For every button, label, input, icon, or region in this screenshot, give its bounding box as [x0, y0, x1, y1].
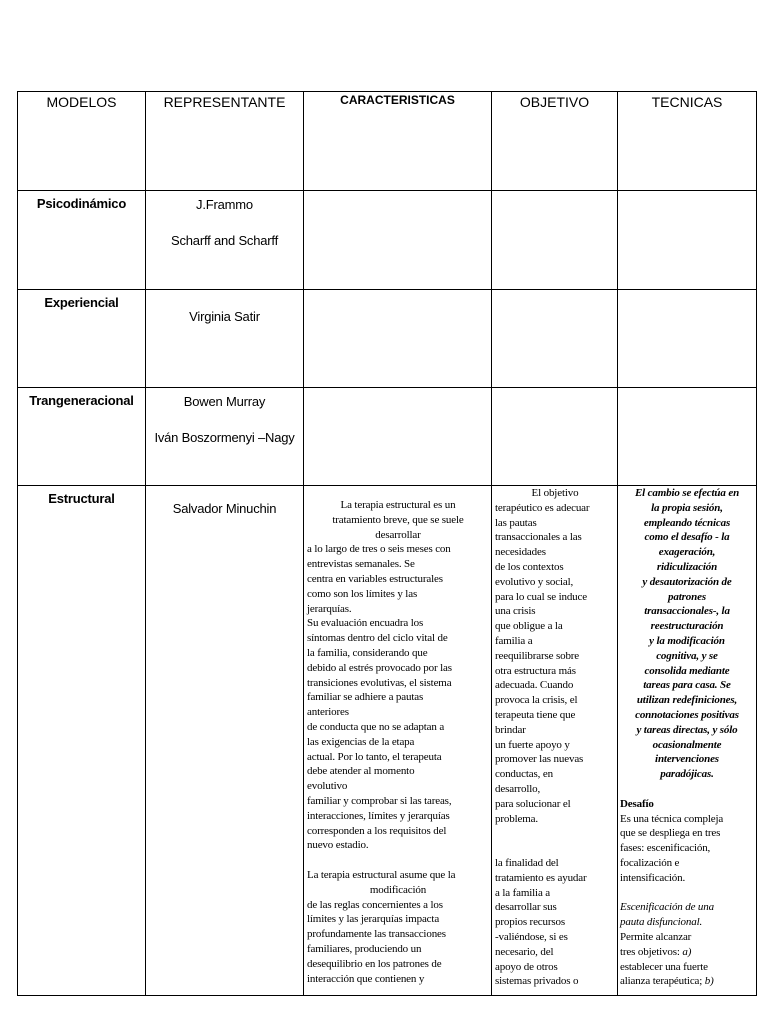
text-line: como el desafío - la — [644, 531, 730, 544]
text-line: transaccionales-, la — [644, 605, 730, 618]
text-line: La terapia estructural asume que la — [307, 868, 456, 881]
text-line: desarrollo, — [495, 782, 541, 795]
text-line: exageración, — [658, 546, 716, 559]
techniques-cell — [618, 191, 757, 290]
text-line: las pautas — [495, 516, 537, 529]
models-table — [17, 91, 757, 996]
text-line: otra estructura más — [495, 664, 576, 677]
text-line: para solucionar el — [495, 797, 571, 810]
techniques-cell — [618, 290, 757, 388]
text-line: Permite alcanzar — [620, 930, 692, 943]
text-line: la familia, considerando que — [307, 646, 428, 659]
table-row — [18, 388, 757, 486]
model-cell — [18, 388, 146, 486]
model-cell — [18, 486, 146, 996]
table-row — [18, 486, 757, 996]
representative-name: Scharff and Scharff — [170, 233, 278, 248]
text-line: paradójicas. — [660, 768, 714, 781]
header-label: OBJETIVO — [519, 94, 590, 110]
text-line: familiar se adhiere a pautas — [307, 691, 424, 704]
text-line: para lo cual se induce — [495, 590, 587, 603]
objective-cell — [492, 486, 618, 996]
establish-line: establecer una fuerte — [620, 960, 708, 973]
text-line: El cambio se efectúa en — [634, 487, 740, 499]
characteristics-cell — [304, 290, 492, 388]
header-modelos — [18, 92, 146, 191]
text-line: utilizan redefiniciones, — [636, 694, 738, 707]
text-line: y tareas directas, y sólo — [636, 723, 738, 736]
text-line: familiares, produciendo un — [307, 942, 422, 955]
text-line: y la modificación — [649, 634, 725, 647]
representative-name: Salvador Minuchin — [172, 501, 277, 516]
text-line: como son los límites y las — [307, 587, 418, 600]
text-line: ocasionalmente — [652, 738, 722, 751]
text-line: centra en variables estructurales — [307, 572, 443, 585]
text-line: transaccionales a las — [495, 531, 582, 544]
text-line: anteriores — [307, 706, 349, 719]
text-line: Es una técnica compleja — [620, 812, 724, 825]
techniques-summary — [620, 486, 754, 782]
header-label: TECNICAS — [651, 94, 723, 110]
text-line: que obligue a la — [495, 620, 563, 633]
text-line: focalización e — [620, 856, 680, 869]
model-name: Experiencial — [44, 295, 119, 310]
text-line: reequilibrarse sobre — [495, 649, 580, 662]
text-line: desarrollar — [375, 528, 421, 541]
text-line — [495, 826, 615, 841]
text-line: a lo largo de tres o seis meses con — [307, 543, 451, 556]
text-line: tareas para casa. Se — [643, 679, 731, 692]
model-name: Psicodinámico — [36, 196, 127, 211]
text-line: síntomas dentro del ciclo vital de — [307, 632, 448, 645]
objectives-text: tres objetivos: — [620, 945, 683, 958]
text-line: El objetivo — [531, 487, 579, 499]
text-line: connotaciones positivas — [635, 708, 739, 721]
model-cell — [18, 290, 146, 388]
model-name: Estructural — [48, 491, 115, 506]
text-line: brindar — [495, 723, 526, 736]
text-line: la propia sesión, — [651, 501, 723, 514]
representative-name: Virginia Satir — [189, 309, 260, 324]
text-line: a la familia a — [495, 886, 551, 899]
representative-name: Iván Boszormenyi –Nagy — [154, 430, 295, 445]
text-line: conductas, en — [495, 768, 553, 781]
text-line: modificación — [369, 883, 427, 896]
text-line: evolutivo — [307, 780, 348, 793]
characteristics-cell — [304, 388, 492, 486]
header-objetivo — [492, 92, 618, 191]
text-line: transiciones evolutivas, el sistema — [307, 676, 452, 689]
characteristics-cell — [304, 191, 492, 290]
text-line: un fuerte apoyo y — [495, 738, 570, 751]
text-line: provoca la crisis, el — [495, 694, 578, 707]
text-line: promover las nuevas — [495, 753, 584, 766]
text-line: una crisis — [495, 605, 536, 618]
text-line: necesario, del — [495, 945, 554, 958]
text-line: de los contextos — [495, 560, 564, 573]
text-line: jerarquías. — [307, 602, 352, 615]
text-line: nuevo estadio. — [307, 839, 369, 852]
text-line: la finalidad del — [495, 856, 559, 869]
text-line: desequilibrio en los patrones de — [307, 957, 442, 970]
text-line: de conducta que no se adaptan a — [307, 720, 445, 733]
text-line: adecuada. Cuando — [495, 679, 574, 692]
alliance-line — [620, 974, 754, 989]
representative-cell — [146, 486, 304, 996]
techniques-cell — [618, 486, 757, 996]
header-tecnicas — [618, 92, 757, 191]
text-line: entrevistas semanales. Se — [307, 558, 415, 571]
text-line: apoyo de otros — [495, 960, 558, 973]
text-line: Escenificación de una — [620, 901, 714, 914]
text-line: tratamiento breve, que se suele — [332, 513, 464, 526]
header-representante — [146, 92, 304, 191]
representative-cell — [146, 290, 304, 388]
text-line: patrones — [668, 590, 706, 603]
text-line: intensificación. — [620, 871, 686, 884]
representative-cell — [146, 388, 304, 486]
text-line: desarrollar sus — [495, 901, 557, 914]
techniques-cell — [618, 388, 757, 486]
text-line: terapeuta tiene que — [495, 708, 576, 721]
objectives-marker: a) — [682, 945, 692, 958]
text-line: evolutivo y social, — [495, 575, 574, 588]
characteristics-text — [304, 486, 491, 986]
objective-cell — [492, 191, 618, 290]
header-label: REPRESENTANTE — [163, 94, 286, 110]
text-line: ridiculización — [656, 560, 718, 573]
techniques-text — [618, 486, 756, 989]
text-line: límites y las jerarquías impacta — [307, 913, 440, 926]
text-line: actual. Por lo tanto, el terapeuta — [307, 750, 442, 763]
text-line: interacciones, límites y jerarquías — [307, 809, 450, 822]
text-line: las exigencias de la etapa — [307, 735, 415, 748]
objective-cell — [492, 388, 618, 486]
text-line: -valiéndose, si es — [495, 930, 568, 943]
text-line: sistemas privados o — [495, 975, 579, 988]
text-line: tratamiento es ayudar — [495, 871, 587, 884]
text-line — [307, 853, 489, 868]
text-line: intervenciones — [655, 753, 719, 766]
objective-cell — [492, 290, 618, 388]
text-line: que se despliega en tres — [620, 827, 721, 840]
text-line: reestructuración — [650, 620, 724, 633]
text-line: consolida mediante — [644, 664, 730, 677]
text-line: La terapia estructural es un — [340, 499, 456, 511]
table-row — [18, 290, 757, 388]
text-line: Su evaluación encuadra los — [307, 617, 424, 630]
text-line: propios recursos — [495, 916, 566, 929]
text-line: familia a — [495, 634, 533, 647]
text-line: debe atender al momento — [307, 765, 415, 778]
representative-name: Bowen Murray — [183, 394, 266, 409]
desafio-title: Desafío — [620, 797, 654, 810]
characteristics-cell — [304, 486, 492, 996]
alliance-text: alianza terapéutica; — [620, 975, 705, 988]
text-line: cognitiva, y se — [656, 649, 718, 662]
text-line: y desautorización de — [642, 575, 732, 588]
alliance-marker: b) — [704, 975, 714, 988]
representative-cell — [146, 191, 304, 290]
model-cell — [18, 191, 146, 290]
table-row — [18, 191, 757, 290]
objective-text — [492, 486, 617, 989]
representative-name: J.Frammo — [196, 197, 253, 212]
text-line: pauta disfuncional. — [620, 916, 703, 929]
text-line — [495, 841, 615, 856]
model-name: Trangeneracional — [29, 393, 134, 408]
text-line: fases: escenificación, — [620, 842, 711, 855]
text-line: corresponden a los requisitos del — [307, 824, 447, 837]
text-line: interacción que contienen y — [307, 972, 425, 985]
text-line: necesidades — [495, 546, 546, 559]
header-label: CARACTERISTICAS — [340, 93, 455, 107]
text-line: problema. — [495, 812, 538, 825]
text-line: profundamente las transacciones — [307, 928, 446, 941]
objectives-line — [620, 945, 754, 960]
header-caracteristicas — [304, 92, 492, 191]
text-line: debido al estrés provocado por las — [307, 661, 452, 674]
desafio-description — [620, 812, 754, 886]
escenificacion-text — [620, 900, 754, 944]
text-line: de las reglas concernientes a los — [307, 898, 443, 911]
text-line: familiar y comprobar si las tareas, — [307, 794, 452, 807]
text-line: empleando técnicas — [643, 516, 731, 529]
text-line: terapéutico es adecuar — [495, 501, 590, 514]
header-row — [18, 92, 757, 191]
header-label: MODELOS — [46, 94, 117, 110]
